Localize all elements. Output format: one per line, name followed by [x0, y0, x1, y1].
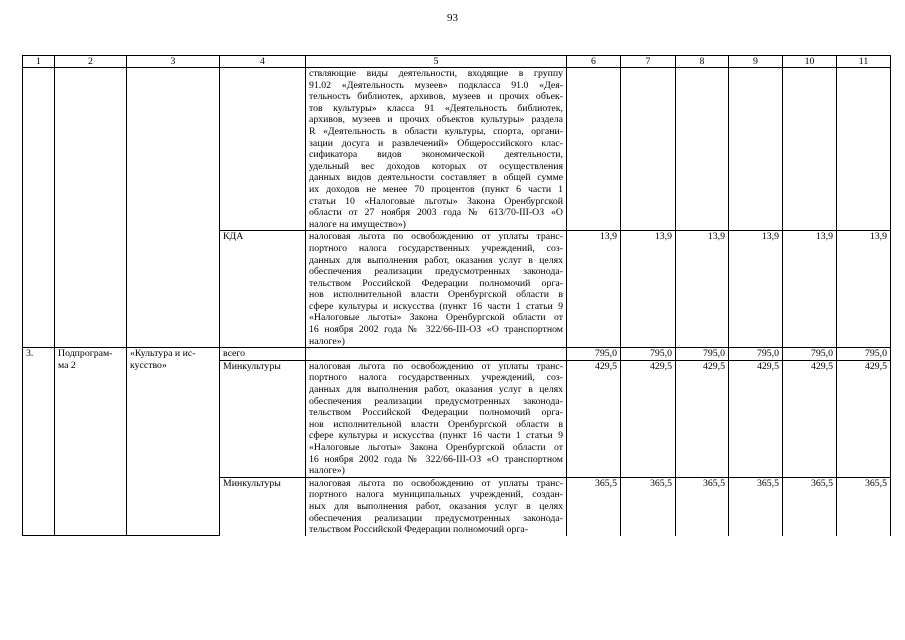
text-line: портного налога муниципальных учреждений, создан-: [309, 489, 563, 501]
budget-table: [22, 55, 891, 536]
text-line: тельством Российской Федерации полномочий орга-: [309, 524, 528, 536]
value-cell: [621, 68, 676, 231]
value-cell: [676, 68, 729, 231]
text-line: портного налога государственных учреждений, соз-: [309, 242, 563, 254]
page-number: 93: [447, 12, 458, 24]
text-line: «Налоговые льготы» Закона Оренбургской области от: [309, 442, 563, 453]
text-line: нов исполнительной власти Оренбургской области в: [309, 289, 563, 301]
text-line: удельный вес доходов которых от осуществления: [309, 160, 563, 172]
value-cell: 13,9: [567, 231, 621, 348]
text-line: обеспечения реализации предусмотренных законода-: [309, 395, 563, 407]
value-cell: 365,5: [783, 477, 837, 535]
text-line: обеспечения реализации предусмотренных законода-: [309, 512, 563, 524]
table-row: [23, 68, 891, 231]
column-header: 6: [567, 56, 621, 68]
description-cell: [306, 68, 567, 231]
description-cell: [306, 231, 567, 348]
column-header: 10: [783, 56, 837, 68]
text-line: «Культура и ис-: [130, 348, 196, 360]
value-cell: 13,9: [676, 231, 729, 348]
value-cell: 795,0: [567, 348, 621, 361]
text-line: тельность библиотек, архивов, музеев и прочих объек-: [309, 91, 563, 103]
text-line: статьи 10 «Налоговые льготы» Закона Оренбургской: [309, 195, 563, 207]
column-number-row: [23, 56, 891, 68]
value-cell: [729, 68, 783, 231]
value-cell: 429,5: [676, 360, 729, 477]
text-line: области от 27 ноября 2003 года № 613/70-III-ОЗ «О: [309, 207, 563, 219]
program-name-cell: [55, 68, 127, 348]
value-cell: 795,0: [783, 348, 837, 361]
value-cell: 795,0: [837, 348, 891, 361]
value-cell: 429,5: [783, 360, 837, 477]
value-cell: 13,9: [729, 231, 783, 348]
column-header: 4: [220, 56, 306, 68]
program-title-cell: [127, 348, 220, 536]
value-cell: 365,5: [567, 477, 621, 535]
text-line: данных для выполнения работ, оказания услуг в целях: [309, 254, 563, 266]
text-line: налоге»): [309, 335, 345, 347]
text-line: налоговая льгота по освобождению от уплаты транс-: [309, 360, 563, 372]
text-line: зации досуга и развлечений» Общероссийского клас-: [309, 137, 563, 149]
description-cell: [306, 348, 567, 361]
text-line: «Налоговые льготы» Закона Оренбургской области от: [309, 312, 563, 324]
text-line: кусство»: [130, 359, 167, 371]
value-cell: 13,9: [621, 231, 676, 348]
column-header: 5: [306, 56, 567, 68]
text-line: сификатора видов экономической деятельности,: [309, 149, 563, 161]
description-cell: [306, 360, 567, 477]
text-line: налоге»): [309, 465, 345, 477]
value-cell: [837, 68, 891, 231]
row-number-cell: 3.: [23, 348, 55, 536]
executor-cell: Минкультуры: [220, 360, 306, 477]
row-number-cell: [23, 68, 55, 348]
text-line: Подпрограм-: [58, 348, 113, 360]
column-header: 9: [729, 56, 783, 68]
value-cell: 795,0: [729, 348, 783, 361]
text-line: ма 2: [58, 359, 76, 371]
column-header: 8: [676, 56, 729, 68]
column-header: 2: [55, 56, 127, 68]
text-line: сфере культуры и искусства (пункт 16 части 1 статьи 9: [309, 430, 563, 442]
text-line: налоговая льгота по освобождению от уплаты транс-: [309, 477, 563, 489]
value-cell: 429,5: [729, 360, 783, 477]
value-cell: 365,5: [837, 477, 891, 535]
program-title-cell: [127, 68, 220, 348]
text-line: тов культуры» класса 91 «Деятельность библиотек,: [309, 102, 563, 114]
value-cell: 13,9: [837, 231, 891, 348]
text-line: данных видов деятельности составляет в общей сумме: [309, 172, 563, 184]
text-line: портного налога государственных учреждений, соз-: [309, 372, 563, 384]
text-line: тельством Российской Федерации полномочий орга-: [309, 407, 563, 419]
value-cell: 429,5: [837, 360, 891, 477]
column-header: 11: [837, 56, 891, 68]
text-line: их доходов не менее 70 процентов (пункт 6 части 1: [309, 183, 563, 195]
column-header: 3: [127, 56, 220, 68]
value-cell: 429,5: [567, 360, 621, 477]
text-line: архивов, музеев и прочих объектов культуры» раздела: [309, 114, 563, 126]
executor-cell: [220, 68, 306, 231]
value-cell: 365,5: [729, 477, 783, 535]
description-cell: [306, 477, 567, 535]
column-header: 7: [621, 56, 676, 68]
text-line: ных для выполнения работ, оказания услуг в целях: [309, 500, 563, 512]
column-header: 1: [23, 56, 55, 68]
text-line: налоговая льгота по освобождению от уплаты транс-: [309, 231, 563, 243]
value-cell: 429,5: [621, 360, 676, 477]
text-line: обеспечения реализации предусмотренных законода-: [309, 266, 563, 278]
text-line: 16 ноября 2002 года № 322/66-III-ОЗ «О транспортном: [309, 324, 563, 336]
executor-cell: всего: [220, 348, 306, 361]
text-line: нов исполнительной власти Оренбургской области в: [309, 418, 563, 430]
value-cell: 365,5: [621, 477, 676, 535]
value-cell: 795,0: [676, 348, 729, 361]
executor-cell: КДА: [220, 231, 306, 348]
text-line: 91.02 «Деятельность музеев» подкласса 91.0 «Дея-: [309, 79, 563, 91]
value-cell: 13,9: [783, 231, 837, 348]
table-row: [23, 348, 891, 361]
text-line: сфере культуры и искусства (пункт 16 части 1 статьи 9: [309, 300, 563, 312]
text-line: налоге на имущество»): [309, 218, 406, 230]
value-cell: [783, 68, 837, 231]
value-cell: [567, 68, 621, 231]
text-line: данных для выполнения работ, оказания услуг в целях: [309, 384, 563, 396]
program-name-cell: [55, 348, 127, 536]
value-cell: 795,0: [621, 348, 676, 361]
text-line: тельством Российской Федерации полномочий орга-: [309, 277, 563, 289]
text-line: ствляющие виды деятельности, входящие в группу: [309, 68, 563, 79]
text-line: R «Деятельность в области культуры, спорта, органи-: [309, 125, 563, 137]
value-cell: 365,5: [676, 477, 729, 535]
executor-cell: Минкультуры: [220, 477, 306, 535]
text-line: 16 ноября 2002 года № 322/66-III-ОЗ «О транспортном: [309, 453, 563, 465]
